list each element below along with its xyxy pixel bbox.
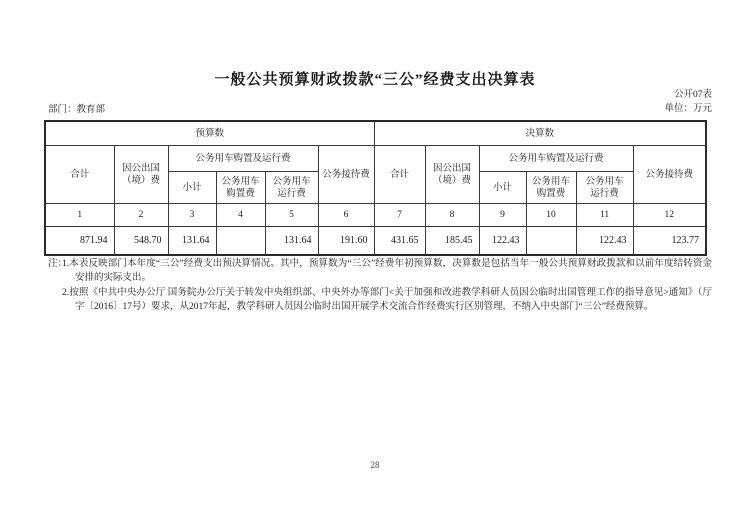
table-meta <box>664 88 712 116</box>
col-number: 2 <box>114 204 168 227</box>
value-budget-abroad: 548.70 <box>114 227 168 256</box>
value-final-vehicle-subtotal: 122.43 <box>479 227 526 256</box>
page-number: 28 <box>370 460 380 470</box>
col-header-final-vehicle-subtotal: 小计 <box>479 172 526 204</box>
col-header-final-vehicle-purchase: 公务用车 购置费 <box>526 172 576 204</box>
value-budget-vehicle-subtotal: 131.64 <box>168 227 216 256</box>
notes-label: 注： <box>48 259 68 269</box>
col-header-final-abroad: 因公出国 （境）费 <box>425 146 479 204</box>
col-number: 8 <box>425 204 479 227</box>
col-header-budget-vehicle-subtotal: 小计 <box>168 172 216 204</box>
note-item-1: 1.本表反映部门本年度“三公”经费支出预决算情况。其中，预算数为“三公”经费年初预算数，决算数是包括当年一般公共预算财政拨款和以前年度结转资金安排的实际支出。 <box>62 259 712 284</box>
group-header-row <box>45 121 706 146</box>
col-header-budget-total: 合计 <box>45 146 114 204</box>
notes-section <box>48 257 712 314</box>
page-title: 一般公共预算财政拨款“三公”经费支出决算表 <box>214 72 536 88</box>
col-number: 10 <box>526 204 576 227</box>
group-header-final: 决算数 <box>374 121 706 146</box>
col-header-budget-vehicle-purchase: 公务用车 购置费 <box>216 172 265 204</box>
col-header-budget-abroad: 因公出国 （境）费 <box>114 146 168 204</box>
header-row-1 <box>45 146 706 172</box>
col-header-budget-vehicle-operation: 公务用车 运行费 <box>265 172 318 204</box>
data-row <box>45 227 706 256</box>
col-number: 12 <box>633 204 706 227</box>
note-item-2: 2.按照《中共中央办公厅 国务院办公厅关于转发中央组织部、中央外办等部门<关于加强和改进教学科研人员因公临时出国管理工作的指导意见>通知》（厅字〔2016〕17号）要求，从2017年起，教学科研人员因公临时出国开展学术交流合作经费实行区别管理，不纳入中央部门“三公”经费预算。 <box>62 287 712 312</box>
value-budget-vehicle-purchase <box>216 227 265 256</box>
value-final-vehicle-purchase <box>526 227 576 256</box>
value-final-reception: 123.77 <box>633 227 706 256</box>
column-number-row <box>45 204 706 227</box>
col-number: 9 <box>479 204 526 227</box>
col-number: 6 <box>318 204 374 227</box>
col-header-budget-reception: 公务接待费 <box>318 146 374 204</box>
value-budget-total: 871.94 <box>45 227 114 256</box>
table-code: 公开07表 <box>673 90 712 100</box>
col-number: 3 <box>168 204 216 227</box>
col-header-final-vehicle-group: 公务用车购置及运行费 <box>479 146 633 172</box>
value-budget-reception: 191.60 <box>318 227 374 256</box>
col-number: 5 <box>265 204 318 227</box>
col-number: 7 <box>374 204 425 227</box>
col-header-final-total: 合计 <box>374 146 425 204</box>
value-final-total: 431.65 <box>374 227 425 256</box>
col-header-budget-vehicle-group: 公务用车购置及运行费 <box>168 146 318 172</box>
col-number: 4 <box>216 204 265 227</box>
col-header-final-vehicle-operation: 公务用车 运行费 <box>576 172 633 204</box>
value-final-vehicle-operation: 122.43 <box>576 227 633 256</box>
col-header-final-reception: 公务接待费 <box>633 146 706 204</box>
sangong-expense-table <box>44 120 707 256</box>
value-final-abroad: 185.45 <box>425 227 479 256</box>
value-budget-vehicle-operation: 131.64 <box>265 227 318 256</box>
department-label: 部门：教育部 <box>48 105 106 115</box>
group-header-budget: 预算数 <box>45 121 374 146</box>
col-number: 1 <box>45 204 114 227</box>
unit-label: 单位：万元 <box>664 104 712 114</box>
col-number: 11 <box>576 204 633 227</box>
